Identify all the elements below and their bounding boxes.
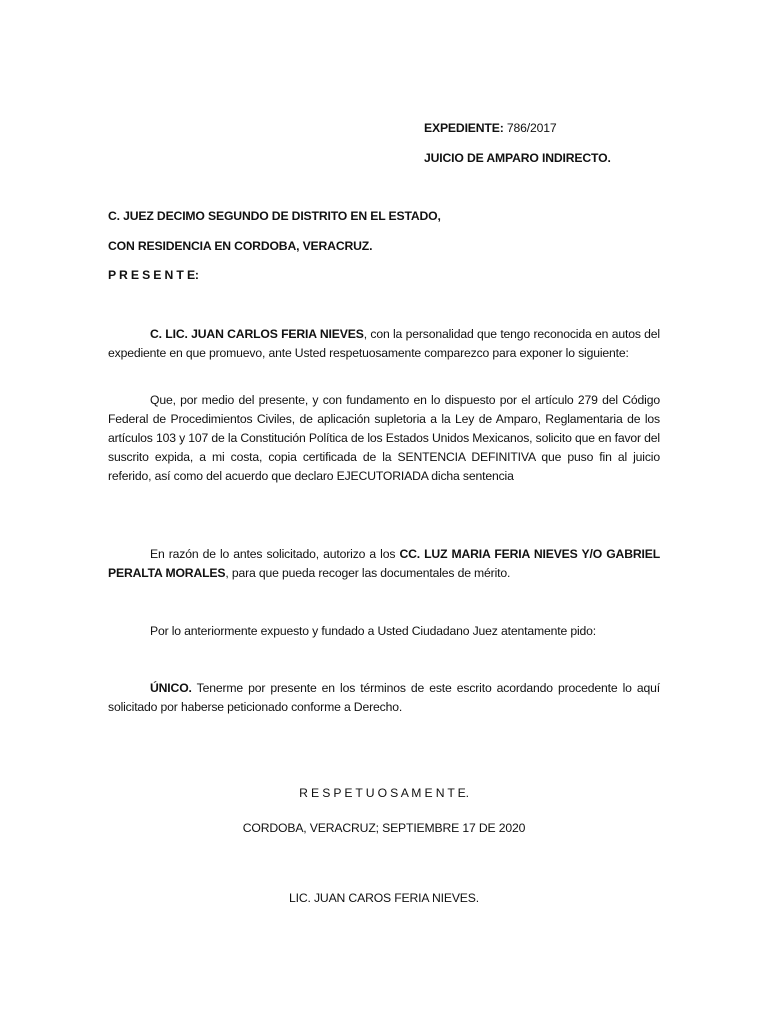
unico-label: ÚNICO. [150, 681, 192, 695]
recipient-line-2: CON RESIDENCIA EN CORDOBA, VERACRUZ. [108, 239, 373, 253]
signature-name: LIC. JUAN CAROS FERIA NIEVES. [288, 891, 480, 905]
expediente-line [424, 121, 557, 135]
intro-paragraph [108, 325, 660, 363]
authorization-text-after: , para que pueda recoger las documentales de mérito. [225, 566, 511, 580]
place-date-line: CORDOBA, VERACRUZ; SEPTIEMBRE 17 DE 2020 [242, 821, 526, 835]
request-text: Que, por medio del presente, y con fundamento en lo dispuesto por el artículo 279 del Código Federal de Procedimientos Civiles, de aplicación supletoria a la Ley de Amparo, Reglamentaria de los artículos 103 y 107 de la Constitución Política de los Estados Unidos Mexicanos, solicito que en favor del suscrito expida, a mi costa, copia certificada de la SENTENCIA DEFINITIVA que puso fin al juicio referido, así como del acuerdo que declaro EJECUTORIADA dicha sentencia [108, 393, 660, 483]
authorized-names: CC. LUZ MARIA FERIA NIEVES Y/O GABRIEL PERALTA MORALES [108, 547, 661, 580]
unico-paragraph [108, 679, 660, 717]
authorization-text-before: En razón de lo antes solicitado, autorizo a los [150, 547, 400, 561]
expediente-label: EXPEDIENTE: [424, 121, 504, 135]
petition-paragraph [108, 622, 660, 641]
expediente-number: 786/2017 [506, 121, 557, 135]
authorization-paragraph [108, 545, 660, 583]
unico-text: Tenerme por presente en los términos de este escrito acordando procedente lo aquí solicitado por haberse peticionado conforme a Derecho. [108, 681, 660, 714]
promovente-name: C. LIC. JUAN CARLOS FERIA NIEVES [150, 327, 364, 341]
intro-text: , con la personalidad que tengo reconocida en autos del expediente en que promuevo, ante Usted respetuosamente comparezco para exponer lo siguiente: [108, 327, 660, 360]
presente-heading: P R E S E N T E: [108, 268, 199, 282]
request-paragraph [108, 391, 660, 486]
juicio-title: JUICIO DE AMPARO INDIRECTO. [424, 151, 611, 165]
petition-text: Por lo anteriormente expuesto y fundado a Usted Ciudadano Juez atentamente pido: [150, 624, 597, 638]
respectfully-line: R E S P E T U O S A M E N T E. [299, 786, 469, 800]
recipient-line-1: C. JUEZ DECIMO SEGUNDO DE DISTRITO EN EL ESTADO, [108, 209, 441, 223]
